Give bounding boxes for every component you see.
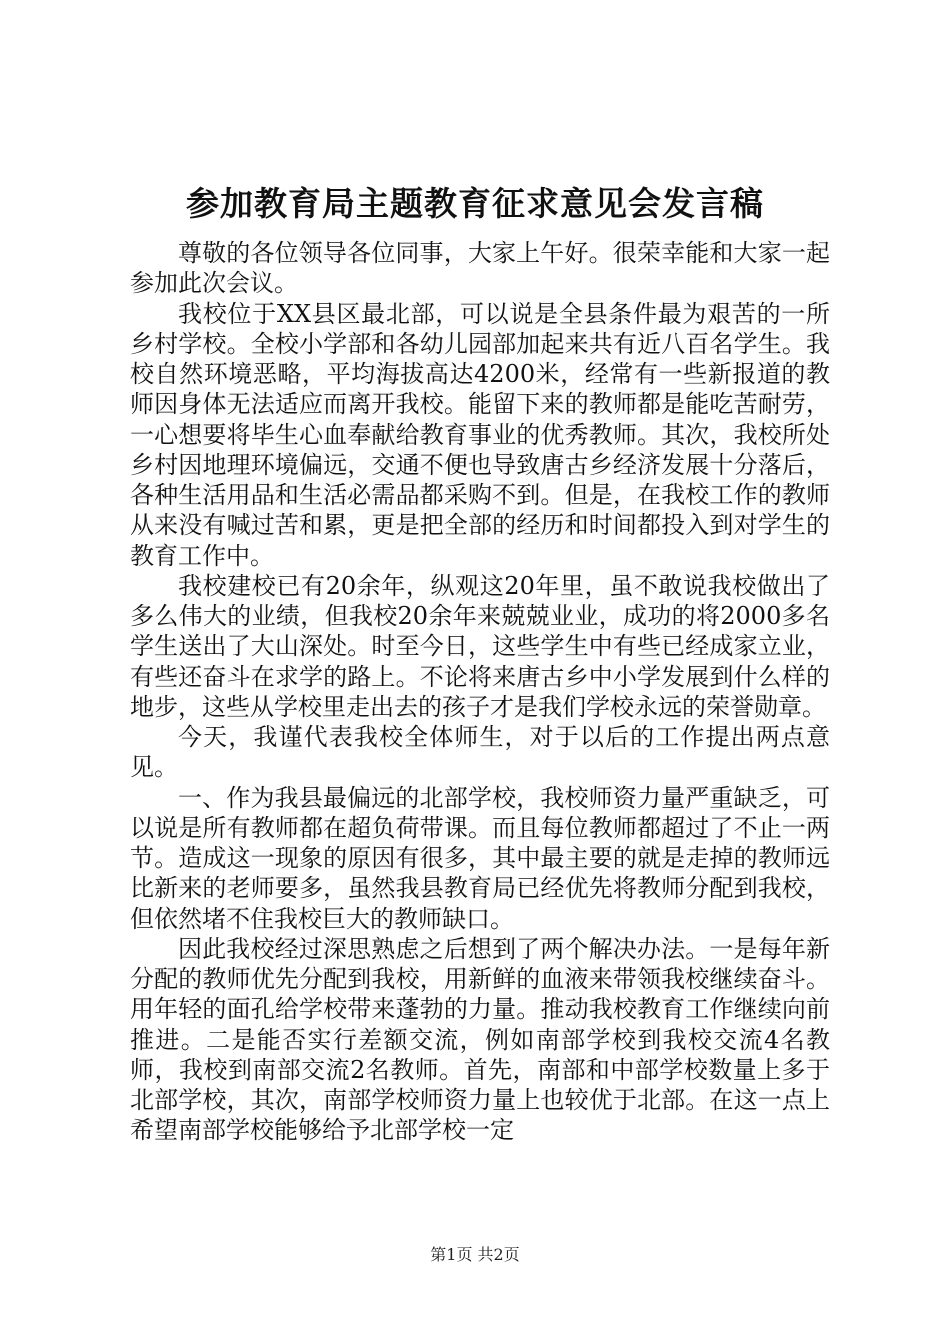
- document-title: 参加教育局主题教育征求意见会发言稿: [186, 184, 764, 223]
- paragraph-school-history: 我校建校已有20余年，纵观这20年里，虽不敢说我校做出了多么伟大的业绩，但我校20余年来兢兢业业，成功的将2000多名学生送出了大山深处。时至今日，这些学生中有些已经成家立业，有些还奋斗在求学的路上。不论将来唐古乡中小学发展到什么样的地步，这些从学校里走出去的孩子才是我们学校永远的荣誉勋章。: [130, 571, 830, 721]
- paragraph-opinions-intro: 今天，我谨代表我校全体师生，对于以后的工作提出两点意见。: [130, 723, 830, 782]
- document-body: [130, 238, 830, 1146]
- paragraph-greeting: 尊敬的各位领导各位同事，大家上午好。很荣幸能和大家一起参加此次会议。: [130, 239, 830, 298]
- paragraph-school-location: 我校位于XX县区最北部，可以说是全县条件最为艰苦的一所乡村学校。全校小学部和各幼儿园部加起来共有近八百名学生。我校自然环境恶略，平均海拔高达4200米，经常有一些新报道的教师因身体无法适应而离开我校。能留下来的教师都是能吃苦耐劳，一心想要将毕生心血奉献给教育事业的优秀教师。其次，我校所处乡村因地理环境偏远，交通不便也导致唐古乡经济发展十分落后，各种生活用品和生活必需品都采购不到。但是，在我校工作的教师从来没有喊过苦和累，更是把全部的经历和时间都投入到对学生的教育工作中。: [130, 299, 830, 570]
- paragraph-opinion-one: 一、作为我县最偏远的北部学校，我校师资力量严重缺乏，可以说是所有教师都在超负荷带课。而且每位教师都超过了不止一两节。造成这一现象的原因有很多，其中最主要的就是走掉的教师远比新来的老师要多，虽然我县教育局已经优先将教师分配到我校，但依然堵不住我校巨大的教师缺口。: [130, 783, 830, 933]
- paragraph-solutions: 因此我校经过深思熟虑之后想到了两个解决办法。一是每年新分配的教师优先分配到我校，用新鲜的血液来带领我校继续奋斗。用年轻的面孔给学校带来蓬勃的力量。推动我校教育工作继续向前推进。二是能否实行差额交流，例如南部学校到我校交流4名教师，我校到南部交流2名教师。首先，南部和中部学校数量上多于北部学校，其次，南部学校师资力量上也较优于北部。在这一点上希望南部学校能够给予北部学校一定: [130, 934, 830, 1145]
- page-number-footer: 第1页 共2页: [430, 1245, 520, 1264]
